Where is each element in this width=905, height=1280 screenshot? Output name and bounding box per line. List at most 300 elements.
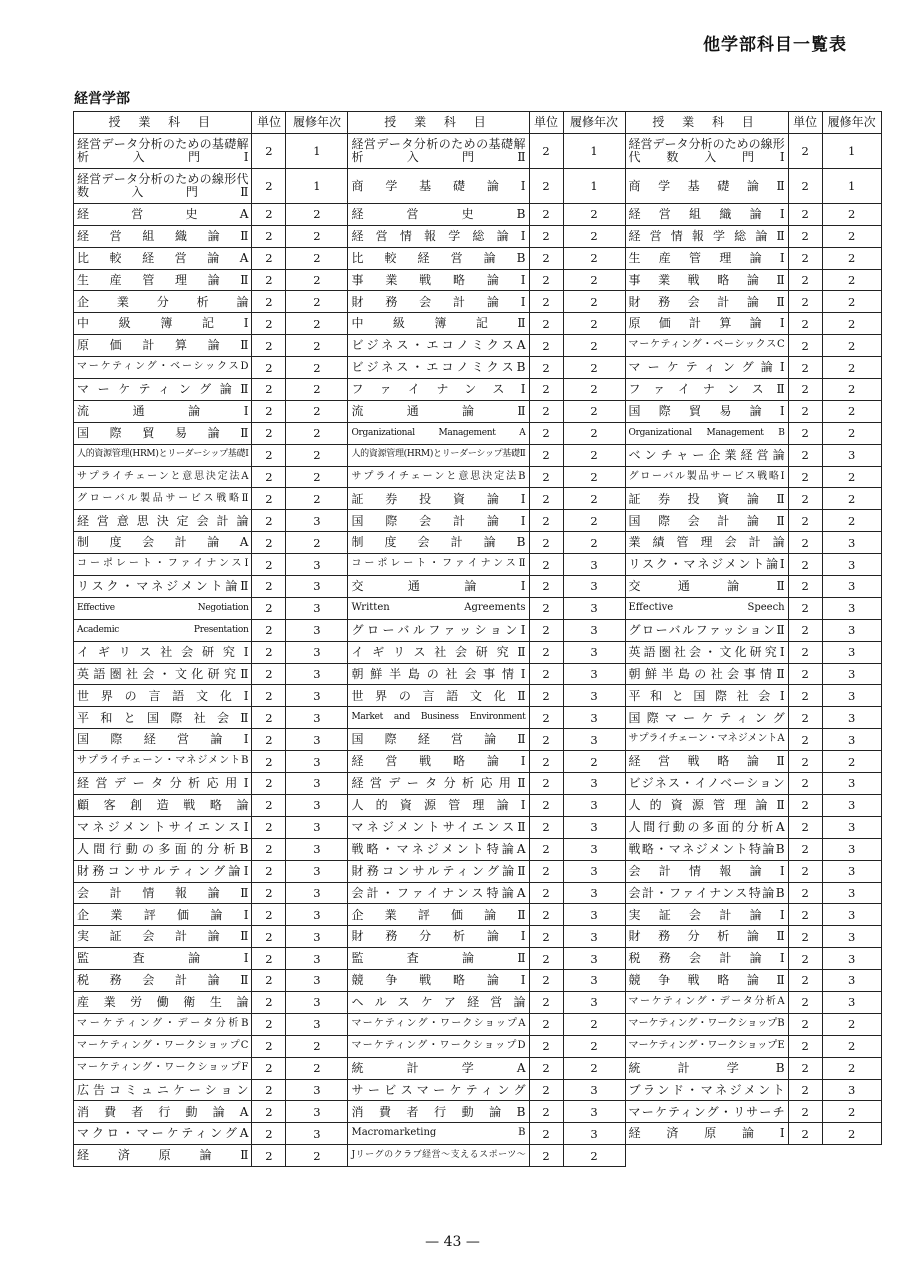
course-year: 3 bbox=[286, 751, 348, 773]
course-credits: 2 bbox=[788, 838, 822, 860]
course-credits: 2 bbox=[252, 379, 286, 401]
course-name: Effective Negotiation bbox=[74, 597, 252, 619]
course-name: 統計学B bbox=[625, 1057, 788, 1079]
course-year: 3 bbox=[286, 663, 348, 685]
course-credits: 2 bbox=[252, 444, 286, 466]
course-year: 1 bbox=[822, 133, 881, 168]
course-credits: 2 bbox=[252, 291, 286, 313]
course-name: 生産管理論Ⅰ bbox=[625, 247, 788, 269]
course-name: 制度会計論A bbox=[74, 532, 252, 554]
course-credits: 2 bbox=[529, 422, 563, 444]
course-name: マーケティング・ワークショップD bbox=[348, 1035, 529, 1057]
course-name: 税務会計論Ⅱ bbox=[74, 970, 252, 992]
course-credits: 2 bbox=[788, 860, 822, 882]
course-credits: 2 bbox=[788, 882, 822, 904]
course-year: 2 bbox=[286, 1035, 348, 1057]
course-name: 英語圏社会・文化研究Ⅱ bbox=[74, 663, 252, 685]
course-name: 比較経営論B bbox=[348, 247, 529, 269]
course-year: 3 bbox=[822, 773, 881, 795]
table-row bbox=[74, 554, 882, 576]
course-year: 2 bbox=[563, 313, 625, 335]
course-year: 3 bbox=[822, 991, 881, 1013]
table-row bbox=[74, 225, 882, 247]
course-credits: 2 bbox=[788, 663, 822, 685]
course-credits: 2 bbox=[788, 400, 822, 422]
course-name: 経営データ分析のための基礎解析入門Ⅱ bbox=[348, 133, 529, 168]
table-row bbox=[74, 1101, 882, 1123]
table-row bbox=[74, 794, 882, 816]
course-credits: 2 bbox=[252, 794, 286, 816]
course-credits: 2 bbox=[529, 510, 563, 532]
course-credits: 2 bbox=[252, 357, 286, 379]
table-row bbox=[74, 882, 882, 904]
course-name: 平和と国際社会Ⅱ bbox=[74, 707, 252, 729]
table-row bbox=[74, 860, 882, 882]
course-credits: 2 bbox=[788, 751, 822, 773]
course-credits: 2 bbox=[788, 422, 822, 444]
course-name: マーケティング・ワークショップF bbox=[74, 1057, 252, 1079]
course-year: 3 bbox=[563, 838, 625, 860]
course-year: 3 bbox=[286, 773, 348, 795]
course-credits: 2 bbox=[529, 247, 563, 269]
table-row bbox=[74, 619, 882, 641]
course-year: 3 bbox=[563, 970, 625, 992]
course-credits: 2 bbox=[529, 641, 563, 663]
table-row bbox=[74, 422, 882, 444]
course-year: 3 bbox=[822, 576, 881, 598]
course-name: ヘルスケア経営論 bbox=[348, 991, 529, 1013]
course-credits: 2 bbox=[788, 1123, 822, 1145]
course-name: 朝鮮半島の社会事情Ⅱ bbox=[625, 663, 788, 685]
table-row bbox=[74, 1057, 882, 1079]
course-credits: 2 bbox=[788, 729, 822, 751]
course-name: 戦略・マネジメント特論A bbox=[348, 838, 529, 860]
course-name: マクロ・マーケティングA bbox=[74, 1123, 252, 1145]
course-credits: 2 bbox=[252, 904, 286, 926]
course-name: リスク・マネジメント論Ⅱ bbox=[74, 576, 252, 598]
course-name: コーポレート・ファイナンスⅠ bbox=[74, 554, 252, 576]
header-subject: 授 業 科 目 bbox=[625, 112, 788, 134]
course-credits: 2 bbox=[529, 400, 563, 422]
course-name: 経済原論Ⅱ bbox=[74, 1145, 252, 1167]
course-name: 財務コンサルティング論Ⅱ bbox=[348, 860, 529, 882]
course-credits: 2 bbox=[529, 168, 563, 203]
course-year: 2 bbox=[822, 1101, 881, 1123]
course-name: マーケティング論Ⅰ bbox=[625, 357, 788, 379]
course-credits: 2 bbox=[529, 313, 563, 335]
course-year: 3 bbox=[822, 816, 881, 838]
course-name: マーケティング・ワークショップA bbox=[348, 1013, 529, 1035]
table-row bbox=[74, 948, 882, 970]
course-year: 2 bbox=[822, 1013, 881, 1035]
course-credits: 2 bbox=[529, 1079, 563, 1101]
course-year: 3 bbox=[286, 794, 348, 816]
course-year: 3 bbox=[563, 816, 625, 838]
course-year: 2 bbox=[822, 269, 881, 291]
course-year: 2 bbox=[563, 488, 625, 510]
table-row bbox=[74, 1145, 882, 1167]
course-year: 3 bbox=[822, 838, 881, 860]
course-credits: 2 bbox=[252, 838, 286, 860]
course-credits: 2 bbox=[252, 532, 286, 554]
course-year: 2 bbox=[286, 357, 348, 379]
course-year: 2 bbox=[286, 313, 348, 335]
table-row bbox=[74, 729, 882, 751]
table-row bbox=[74, 1123, 882, 1145]
course-credits: 2 bbox=[788, 379, 822, 401]
course-year: 2 bbox=[822, 1057, 881, 1079]
course-name: マーケティング・ワークショップB bbox=[625, 1013, 788, 1035]
course-name: 会計・ファイナンス特論B bbox=[625, 882, 788, 904]
header-credits: 単位 bbox=[252, 112, 286, 134]
course-name: 競争戦略論Ⅱ bbox=[625, 970, 788, 992]
course-year: 3 bbox=[286, 991, 348, 1013]
course-year: 2 bbox=[563, 751, 625, 773]
course-name: 国際会計論Ⅰ bbox=[348, 510, 529, 532]
course-credits: 2 bbox=[529, 1145, 563, 1167]
table-row bbox=[74, 685, 882, 707]
course-year: 3 bbox=[286, 510, 348, 532]
course-credits: 2 bbox=[252, 1013, 286, 1035]
course-name: Market and Business Environment bbox=[348, 707, 529, 729]
course-credits: 2 bbox=[788, 335, 822, 357]
course-name: 財務コンサルティング論Ⅰ bbox=[74, 860, 252, 882]
course-year: 3 bbox=[563, 904, 625, 926]
course-credits: 2 bbox=[252, 860, 286, 882]
course-year: 2 bbox=[822, 400, 881, 422]
table-row bbox=[74, 269, 882, 291]
course-year: 2 bbox=[822, 313, 881, 335]
course-credits: 2 bbox=[252, 488, 286, 510]
course-credits: 2 bbox=[252, 816, 286, 838]
course-year: 3 bbox=[563, 882, 625, 904]
course-credits: 2 bbox=[252, 773, 286, 795]
course-credits: 2 bbox=[788, 247, 822, 269]
header-year: 履修年次 bbox=[563, 112, 625, 134]
course-year: 3 bbox=[286, 641, 348, 663]
table-row bbox=[74, 168, 882, 203]
empty-cell bbox=[625, 1145, 881, 1167]
table-row bbox=[74, 576, 882, 598]
course-name: リスク・マネジメント論Ⅰ bbox=[625, 554, 788, 576]
header-subject: 授 業 科 目 bbox=[74, 112, 252, 134]
course-year: 3 bbox=[563, 641, 625, 663]
course-year: 3 bbox=[563, 597, 625, 619]
course-credits: 2 bbox=[529, 335, 563, 357]
course-name: 監査論Ⅰ bbox=[74, 948, 252, 970]
table-row bbox=[74, 203, 882, 225]
table-row bbox=[74, 510, 882, 532]
table-row bbox=[74, 926, 882, 948]
course-year: 3 bbox=[822, 685, 881, 707]
course-credits: 2 bbox=[529, 133, 563, 168]
course-year: 3 bbox=[563, 619, 625, 641]
course-year: 3 bbox=[563, 1079, 625, 1101]
course-year: 3 bbox=[286, 948, 348, 970]
course-name: 比較経営論A bbox=[74, 247, 252, 269]
course-name: ビジネス・エコノミクスA bbox=[348, 335, 529, 357]
course-name: Written Agreements bbox=[348, 597, 529, 619]
course-credits: 2 bbox=[252, 685, 286, 707]
course-name: 国際貿易論Ⅰ bbox=[625, 400, 788, 422]
course-credits: 2 bbox=[529, 466, 563, 488]
course-credits: 2 bbox=[788, 1013, 822, 1035]
course-credits: 2 bbox=[529, 816, 563, 838]
course-name: サプライチェーン・マネジメントB bbox=[74, 751, 252, 773]
course-credits: 2 bbox=[788, 948, 822, 970]
course-name: 会計情報論Ⅱ bbox=[74, 882, 252, 904]
table-row bbox=[74, 904, 882, 926]
course-name: 事業戦略論Ⅰ bbox=[348, 269, 529, 291]
course-year: 3 bbox=[563, 663, 625, 685]
course-year: 2 bbox=[563, 400, 625, 422]
course-year: 3 bbox=[822, 1079, 881, 1101]
course-credits: 2 bbox=[529, 269, 563, 291]
course-name: イギリス社会研究Ⅱ bbox=[348, 641, 529, 663]
course-name: Effective Speech bbox=[625, 597, 788, 619]
course-year: 3 bbox=[822, 663, 881, 685]
course-credits: 2 bbox=[529, 663, 563, 685]
course-year: 3 bbox=[822, 926, 881, 948]
course-year: 3 bbox=[822, 444, 881, 466]
course-year: 2 bbox=[563, 225, 625, 247]
course-name: 中級簿記Ⅱ bbox=[348, 313, 529, 335]
course-name: 消費者行動論A bbox=[74, 1101, 252, 1123]
table-row bbox=[74, 357, 882, 379]
course-year: 1 bbox=[286, 133, 348, 168]
course-year: 3 bbox=[822, 882, 881, 904]
course-name: Organizational Management B bbox=[625, 422, 788, 444]
course-name: ファイナンスⅡ bbox=[625, 379, 788, 401]
course-year: 3 bbox=[286, 860, 348, 882]
course-credits: 2 bbox=[788, 1101, 822, 1123]
course-credits: 2 bbox=[252, 882, 286, 904]
course-credits: 2 bbox=[252, 1035, 286, 1057]
course-year: 3 bbox=[563, 729, 625, 751]
course-credits: 2 bbox=[252, 597, 286, 619]
course-year: 2 bbox=[563, 357, 625, 379]
course-name: マーケティング・データ分析A bbox=[625, 991, 788, 1013]
course-year: 2 bbox=[286, 379, 348, 401]
course-year: 2 bbox=[563, 532, 625, 554]
course-credits: 2 bbox=[788, 554, 822, 576]
table-row bbox=[74, 1013, 882, 1035]
course-credits: 2 bbox=[529, 926, 563, 948]
course-credits: 2 bbox=[788, 641, 822, 663]
course-credits: 2 bbox=[252, 247, 286, 269]
course-credits: 2 bbox=[529, 619, 563, 641]
course-year: 2 bbox=[563, 1057, 625, 1079]
course-name: 顧客創造戦略論 bbox=[74, 794, 252, 816]
course-year: 1 bbox=[822, 168, 881, 203]
course-name: 制度会計論B bbox=[348, 532, 529, 554]
course-credits: 2 bbox=[788, 510, 822, 532]
course-credits: 2 bbox=[529, 751, 563, 773]
course-year: 3 bbox=[286, 619, 348, 641]
course-name: 会計・ファイナンス特論A bbox=[348, 882, 529, 904]
course-name: ビジネス・イノベーション bbox=[625, 773, 788, 795]
course-year: 2 bbox=[822, 466, 881, 488]
course-credits: 2 bbox=[788, 904, 822, 926]
course-year: 2 bbox=[822, 510, 881, 532]
course-year: 2 bbox=[286, 247, 348, 269]
course-year: 2 bbox=[563, 422, 625, 444]
course-year: 2 bbox=[286, 488, 348, 510]
course-year: 3 bbox=[563, 554, 625, 576]
course-credits: 2 bbox=[252, 1101, 286, 1123]
course-year: 2 bbox=[563, 291, 625, 313]
course-name: マネジメントサイエンスⅠ bbox=[74, 816, 252, 838]
course-credits: 2 bbox=[252, 400, 286, 422]
course-year: 2 bbox=[286, 532, 348, 554]
course-name: 経済原論Ⅰ bbox=[625, 1123, 788, 1145]
course-name: 実証会計論Ⅱ bbox=[74, 926, 252, 948]
course-name: 原価計算論Ⅱ bbox=[74, 335, 252, 357]
table-row bbox=[74, 707, 882, 729]
course-year: 2 bbox=[563, 466, 625, 488]
course-name: マーケティング論Ⅱ bbox=[74, 379, 252, 401]
course-credits: 2 bbox=[788, 532, 822, 554]
course-credits: 2 bbox=[788, 313, 822, 335]
course-credits: 2 bbox=[252, 554, 286, 576]
course-credits: 2 bbox=[788, 816, 822, 838]
table-row bbox=[74, 444, 882, 466]
course-name: 商学基礎論Ⅰ bbox=[348, 168, 529, 203]
course-credits: 2 bbox=[788, 991, 822, 1013]
course-name: 経営データ分析応用Ⅱ bbox=[348, 773, 529, 795]
course-name: 産業労働衛生論 bbox=[74, 991, 252, 1013]
course-year: 2 bbox=[822, 379, 881, 401]
course-year: 2 bbox=[563, 444, 625, 466]
course-year: 3 bbox=[822, 554, 881, 576]
course-credits: 2 bbox=[788, 225, 822, 247]
course-credits: 2 bbox=[788, 1079, 822, 1101]
table-header-row bbox=[74, 112, 882, 134]
course-credits: 2 bbox=[252, 729, 286, 751]
course-name: ファイナンスⅠ bbox=[348, 379, 529, 401]
course-name: グローバル製品サービス戦略Ⅰ bbox=[625, 466, 788, 488]
course-credits: 2 bbox=[788, 773, 822, 795]
course-year: 3 bbox=[822, 948, 881, 970]
course-credits: 2 bbox=[788, 576, 822, 598]
course-credits: 2 bbox=[252, 970, 286, 992]
table-row bbox=[74, 247, 882, 269]
course-year: 2 bbox=[563, 335, 625, 357]
course-name: マーケティング・ベーシックスC bbox=[625, 335, 788, 357]
table-row bbox=[74, 379, 882, 401]
course-credits: 2 bbox=[529, 773, 563, 795]
course-credits: 2 bbox=[529, 707, 563, 729]
course-year: 2 bbox=[822, 751, 881, 773]
course-credits: 2 bbox=[788, 133, 822, 168]
course-name: イギリス社会研究Ⅰ bbox=[74, 641, 252, 663]
course-credits: 2 bbox=[252, 1145, 286, 1167]
course-credits: 2 bbox=[529, 1123, 563, 1145]
course-year: 2 bbox=[822, 357, 881, 379]
course-name: 国際経営論Ⅱ bbox=[348, 729, 529, 751]
course-credits: 2 bbox=[788, 203, 822, 225]
course-year: 3 bbox=[286, 1079, 348, 1101]
course-year: 2 bbox=[286, 422, 348, 444]
course-name: 世界の言語文化Ⅱ bbox=[348, 685, 529, 707]
course-name: Organizational Management A bbox=[348, 422, 529, 444]
course-year: 3 bbox=[286, 597, 348, 619]
course-credits: 2 bbox=[529, 794, 563, 816]
table-row bbox=[74, 488, 882, 510]
course-year: 3 bbox=[563, 948, 625, 970]
course-name: 財務分析論Ⅱ bbox=[625, 926, 788, 948]
course-name: 企業評価論Ⅱ bbox=[348, 904, 529, 926]
header-year: 履修年次 bbox=[286, 112, 348, 134]
course-year: 2 bbox=[286, 335, 348, 357]
course-credits: 2 bbox=[252, 1079, 286, 1101]
course-year: 3 bbox=[822, 729, 881, 751]
table-row bbox=[74, 991, 882, 1013]
course-credits: 2 bbox=[529, 379, 563, 401]
course-credits: 2 bbox=[788, 707, 822, 729]
course-name: 業績管理会計論 bbox=[625, 532, 788, 554]
course-table bbox=[73, 111, 882, 1167]
page-number: — 43 — bbox=[425, 1234, 480, 1250]
table-row bbox=[74, 773, 882, 795]
course-year: 2 bbox=[286, 269, 348, 291]
course-year: 2 bbox=[822, 1035, 881, 1057]
course-name: 経営組織論Ⅰ bbox=[625, 203, 788, 225]
course-credits: 2 bbox=[529, 970, 563, 992]
course-year: 2 bbox=[286, 291, 348, 313]
course-credits: 2 bbox=[252, 926, 286, 948]
course-name: サプライチェーンと意思決定法B bbox=[348, 466, 529, 488]
course-name: 企業分析論 bbox=[74, 291, 252, 313]
course-credits: 2 bbox=[788, 168, 822, 203]
course-credits: 2 bbox=[252, 948, 286, 970]
table-row bbox=[74, 641, 882, 663]
course-year: 2 bbox=[286, 203, 348, 225]
course-year: 2 bbox=[822, 422, 881, 444]
course-credits: 2 bbox=[529, 991, 563, 1013]
course-year: 2 bbox=[822, 335, 881, 357]
course-year: 2 bbox=[286, 466, 348, 488]
course-name: 経営データ分析のための線形代数入門Ⅰ bbox=[625, 133, 788, 168]
course-name: 国際マーケティング bbox=[625, 707, 788, 729]
course-year: 3 bbox=[563, 707, 625, 729]
course-credits: 2 bbox=[252, 1057, 286, 1079]
course-year: 3 bbox=[822, 707, 881, 729]
course-credits: 2 bbox=[252, 133, 286, 168]
course-name: 統計学A bbox=[348, 1057, 529, 1079]
course-name: 平和と国際社会Ⅰ bbox=[625, 685, 788, 707]
course-year: 3 bbox=[286, 685, 348, 707]
course-credits: 2 bbox=[529, 1057, 563, 1079]
course-name: 国際会計論Ⅱ bbox=[625, 510, 788, 532]
table-row bbox=[74, 1079, 882, 1101]
course-year: 3 bbox=[286, 838, 348, 860]
course-year: 3 bbox=[822, 641, 881, 663]
course-name: 流通論Ⅰ bbox=[74, 400, 252, 422]
table-row bbox=[74, 335, 882, 357]
course-name: 商学基礎論Ⅱ bbox=[625, 168, 788, 203]
course-year: 3 bbox=[822, 794, 881, 816]
course-year: 3 bbox=[563, 1101, 625, 1123]
course-name: 人的資源管理(HRM)とリーダーシップ基礎Ⅰ bbox=[74, 444, 252, 466]
course-year: 2 bbox=[563, 1013, 625, 1035]
course-year: 3 bbox=[286, 554, 348, 576]
course-name: Academic Presentation bbox=[74, 619, 252, 641]
table-row bbox=[74, 400, 882, 422]
course-credits: 2 bbox=[529, 357, 563, 379]
table-row bbox=[74, 466, 882, 488]
course-credits: 2 bbox=[252, 707, 286, 729]
